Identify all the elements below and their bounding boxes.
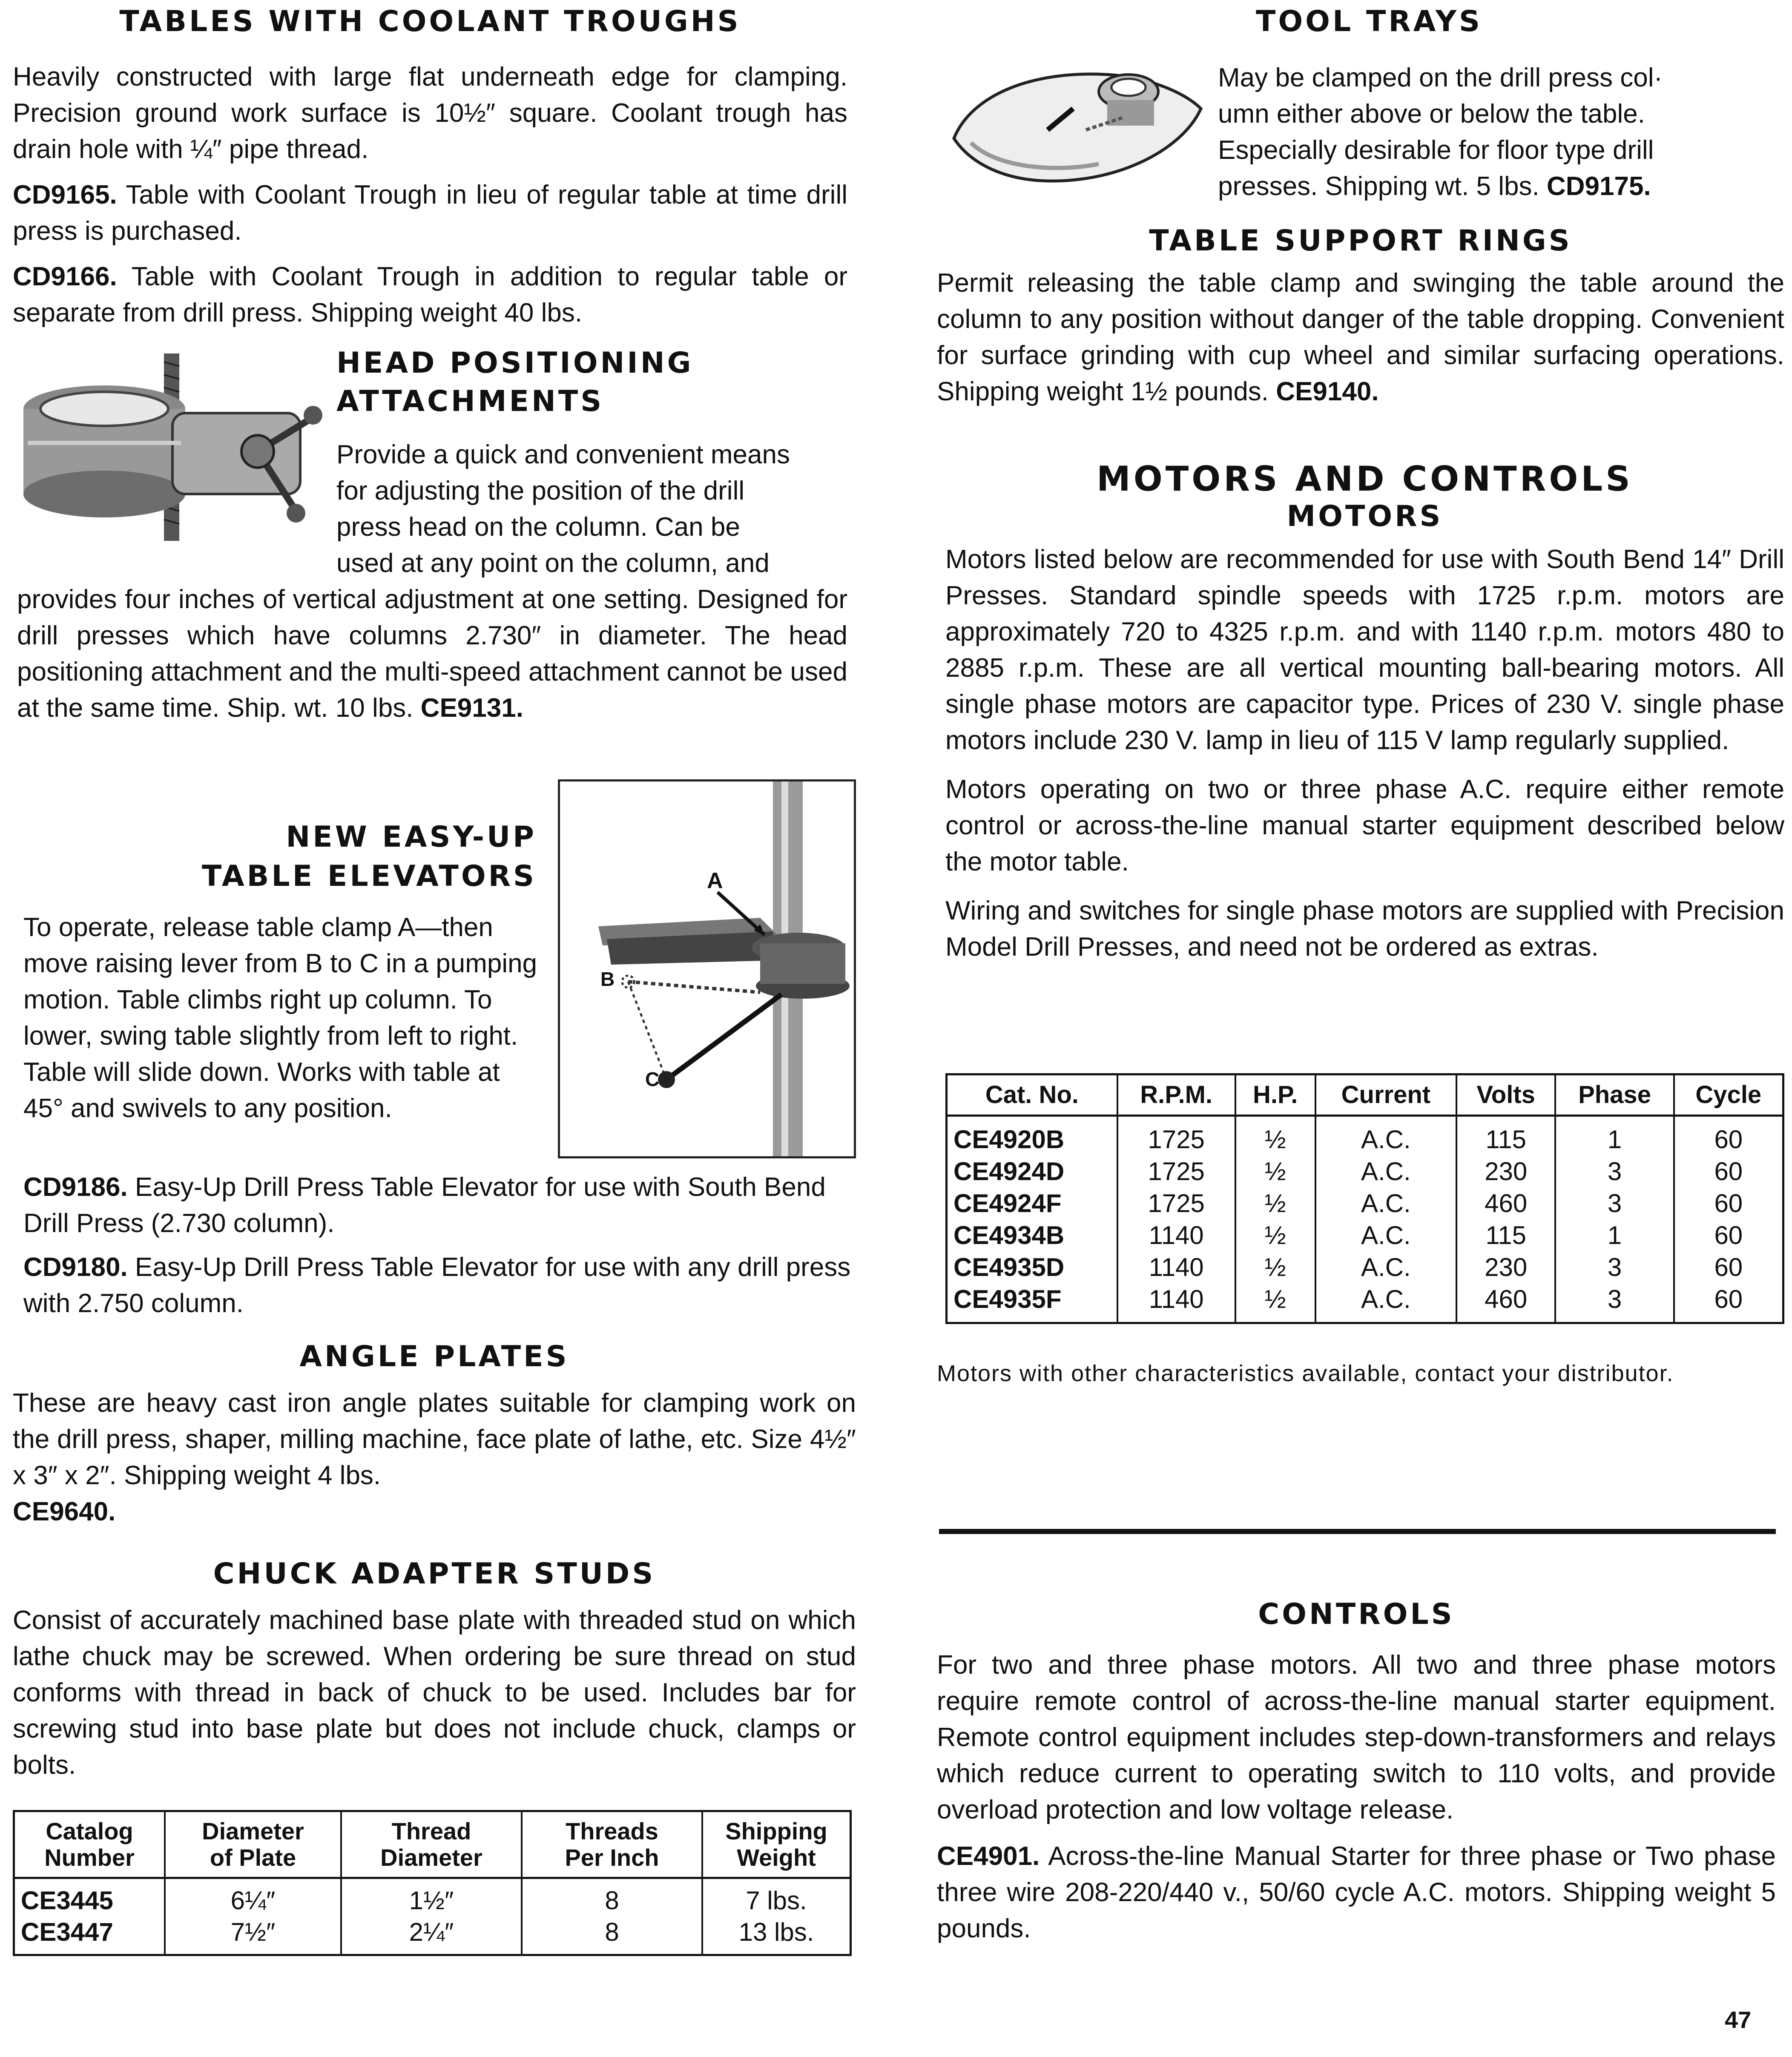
table-cell: A.C.: [1315, 1251, 1456, 1283]
chuck-adapter-section: [13, 1554, 856, 1783]
table-cell: 460: [1456, 1187, 1555, 1219]
section-paragraph: Heavily constructed with large flat underneath edge for clamping. Precision ground work surface is 10½″ square. Coolant trough has drain hole with ¼″ pipe thread.: [13, 62, 847, 164]
section-paragraph: provides four inches of vertical adjustment at one setting. Designed for drill presses which have columns 2.730″ in diameter. The head positioning attachment and the multi-speed attachment cannot be used at the same time. Ship. wt. 10 lbs. CE9131.: [17, 585, 847, 723]
label-b: B: [600, 968, 615, 990]
catalog-code: CE9131.: [420, 693, 523, 723]
column-header: H.P.: [1235, 1074, 1315, 1116]
column-header: Volts: [1456, 1074, 1555, 1116]
table-row: [14, 1878, 851, 1917]
motors-table-body: [947, 1116, 1783, 1323]
table-cell: CE4935D: [947, 1251, 1117, 1283]
table-cell: ½: [1235, 1283, 1315, 1323]
table-cell: 7½″: [165, 1916, 341, 1955]
table-cell: 115: [1456, 1219, 1555, 1251]
table-cell: 60: [1714, 1125, 1743, 1154]
angle-plates-section: [13, 1337, 856, 1530]
table-cell: A.C.: [1315, 1283, 1456, 1323]
table-header-row: [947, 1074, 1783, 1116]
column-header: Thread Diameter: [341, 1811, 522, 1878]
table-cell: A.C.: [1315, 1187, 1456, 1219]
section-title: CHUCK ADAPTER STUDS: [213, 1557, 656, 1591]
table-cell: 1140: [1117, 1283, 1235, 1323]
easy-up-items: [23, 1169, 854, 1322]
table-cell: 60: [1714, 1189, 1743, 1218]
table-row: [947, 1187, 1783, 1219]
table-cell: 1725: [1117, 1187, 1235, 1219]
column-header: Phase: [1555, 1074, 1674, 1116]
table-row: [14, 1916, 851, 1955]
table-cell: 3: [1555, 1155, 1674, 1187]
table-cell: ½: [1235, 1187, 1315, 1219]
table-cell: ½: [1235, 1251, 1315, 1283]
table-cell: 1: [1555, 1219, 1674, 1251]
catalog-code: CE9640.: [13, 1497, 116, 1526]
section-paragraph: To operate, release table clamp A—then move raising lever from B to C in a pumping motion. Table climbs right up column. To lower, swing table slightly from left to right. Table will slide down. Works with table at 45° and swivels to any position.: [23, 913, 537, 1123]
table-cell: ½: [1235, 1155, 1315, 1187]
table-cell: 7 lbs.: [746, 1886, 807, 1915]
section-title: TOOL TRAYS: [1255, 5, 1483, 38]
table-cell: 1: [1555, 1116, 1674, 1156]
label-c: C: [645, 1068, 660, 1090]
chuck-adapter-table: [13, 1810, 852, 1956]
column-header: Diameter of Plate: [165, 1811, 341, 1878]
section-subtitle: MOTORS: [1287, 500, 1443, 533]
column-header: R.P.M.: [1117, 1074, 1235, 1116]
table-cell: 1725: [1117, 1155, 1235, 1187]
table-header-row: [14, 1811, 851, 1878]
table-cell: 2¼″: [341, 1916, 522, 1955]
section-title: CONTROLS: [1258, 1597, 1455, 1631]
section-paragraph: Permit releasing the table clamp and swinging the table around the column to any position without danger of the table dropping. Convenient for surface grinding with cup wheel and similar surfacing operations. Shipping weight 1½ pounds. CE9140.: [937, 268, 1784, 406]
table-elevator-diagram: [558, 779, 856, 1158]
easy-up-body: [23, 909, 543, 1126]
column-header: Current: [1315, 1074, 1456, 1116]
catalog-item: [13, 1494, 856, 1530]
section-paragraph: These are heavy cast iron angle plates suitable for clamping work on the drill press, shaper, milling machine, face plate of lathe, etc. Size 4½″ x 3″ x 2″. Shipping weight 4 lbs.: [13, 1388, 856, 1490]
table-cell: 60: [1714, 1253, 1743, 1281]
catalog-code: CD9166.: [13, 262, 117, 291]
table-row: [947, 1219, 1783, 1251]
section-title-line1: NEW EASY-UP: [286, 820, 537, 854]
section-paragraph: Wiring and switches for single phase motors are supplied with Precision Model Drill Presses, and need not be ordered as extras.: [945, 896, 1784, 962]
table-cell: 1140: [1117, 1251, 1235, 1283]
table-cell: 3: [1555, 1283, 1674, 1323]
section-title-line2: TABLE ELEVATORS: [201, 859, 537, 893]
section-paragraph: Consist of accurately machined base plate with threaded stud on which lathe chuck may be screwed. When ordering be sure thread on stud conforms with thread in back of chuck to be used. Includes bar for screwing stud into base plate but does not include chuck, clamps or bolts.: [13, 1606, 856, 1780]
wrapped-line: May be clamped on the drill press col·: [1218, 63, 1663, 92]
table-row: [947, 1116, 1783, 1156]
table-cell: A.C.: [1315, 1219, 1456, 1251]
motors-table: [945, 1073, 1784, 1324]
catalog-description: Easy-Up Drill Press Table Elevator for use with South Bend Drill Press (2.730 column).: [23, 1172, 826, 1238]
wrapped-line: press head on the column. Can be: [336, 512, 740, 542]
section-title-line2: ATTACHMENTS: [336, 385, 604, 418]
wrapped-line: presses. Shipping wt. 5 lbs. CD9175.: [1218, 172, 1651, 201]
table-cell: CE4935F: [947, 1283, 1117, 1323]
wrapped-line: Especially desirable for floor type drill: [1218, 135, 1654, 165]
column-header: Catalog Number: [14, 1811, 165, 1878]
section-divider: [939, 1529, 1776, 1534]
head-positioning-body: [17, 581, 847, 726]
table-cell: 3: [1555, 1187, 1674, 1219]
column-header: Cat. No.: [947, 1074, 1117, 1116]
table-cell: 115: [1456, 1116, 1555, 1156]
catalog-description: Easy-Up Drill Press Table Elevator for use with any drill press with 2.750 column.: [23, 1253, 851, 1318]
section-paragraph: For two and three phase motors. All two and three phase motors require remote control of across-the-line manual starter equipment. Remote control equipment includes step-down-transformers and relays which reduce current to operating switch to 110 volts, and provide overload protection and low voltage release.: [937, 1650, 1776, 1824]
wrapped-line: used at any point on the column, and: [336, 549, 770, 578]
table-cell: 230: [1456, 1155, 1555, 1187]
section-title: ANGLE PLATES: [299, 1340, 569, 1373]
motors-table-wrap: [945, 1073, 1784, 1324]
motors-section: [945, 458, 1784, 965]
table-row: [947, 1251, 1783, 1283]
table-cell: ½: [1235, 1219, 1315, 1251]
table-cell: CE4924F: [947, 1187, 1117, 1219]
table-cell: ½: [1235, 1116, 1315, 1156]
table-cell: A.C.: [1315, 1116, 1456, 1156]
table-cell: 1140: [1117, 1219, 1235, 1251]
note-text: Motors with other characteristics available, contact your distributor.: [937, 1361, 1674, 1386]
wrapped-line: for adjusting the position of the drill: [336, 476, 745, 506]
catalog-code: CD9175.: [1546, 172, 1651, 201]
table-cell: 1725: [1117, 1116, 1235, 1156]
head-positioning-photo: [19, 345, 326, 554]
catalog-code: CD9165.: [13, 180, 117, 210]
label-a: A: [707, 868, 723, 893]
table-cell: CE3447: [14, 1916, 165, 1955]
catalog-description: Across-the-line Manual Starter for three phase or Two phase three wire 208-220/440 v., 50/60 cycle A.C. motors. Shipping weight 5 pounds.: [937, 1842, 1776, 1943]
catalog-item: [23, 1169, 854, 1241]
support-rings-section: [937, 221, 1784, 410]
table-cell: CE4924D: [947, 1155, 1117, 1187]
section-title: MOTORS AND CONTROLS: [1097, 459, 1633, 499]
tool-tray-photo: [945, 45, 1209, 190]
head-positioning-wrapped-text: [336, 437, 847, 581]
table-cell: 60: [1714, 1157, 1743, 1186]
table-cell: CE3445: [14, 1878, 165, 1917]
controls-section: [937, 1595, 1776, 1947]
column-header: Threads Per Inch: [522, 1811, 702, 1878]
catalog-description: Table with Coolant Trough in addition to regular table or separate from drill press. Shipping weight 40 lbs.: [13, 262, 847, 328]
table-cell: A.C.: [1315, 1155, 1456, 1187]
catalog-item: [13, 177, 847, 249]
tool-trays-heading-wrap: [937, 2, 1784, 41]
table-cell: 60: [1714, 1285, 1743, 1313]
head-positioning-heading: [336, 344, 847, 421]
column-header: Shipping Weight: [702, 1811, 851, 1878]
table-cell: 60: [1714, 1221, 1743, 1250]
table-row: [947, 1155, 1783, 1187]
table-cell: 230: [1456, 1251, 1555, 1283]
catalog-code: CE4901.: [937, 1842, 1040, 1871]
table-cell: 13 lbs.: [738, 1918, 814, 1946]
page-number: 47: [1725, 2006, 1752, 2033]
table-cell: 6¼″: [165, 1878, 341, 1917]
section-paragraph: Motors operating on two or three phase A.C. require either remote control or across-the-line manual starter equipment described below the motor table.: [945, 775, 1784, 876]
section-title: TABLES WITH COOLANT TROUGHS: [119, 5, 741, 38]
table-cell: CE4920B: [947, 1116, 1117, 1156]
wrapped-line: umn either above or below the table.: [1218, 99, 1645, 129]
table-cell: 460: [1456, 1283, 1555, 1323]
catalog-item: [13, 259, 847, 331]
table-cell: 8: [522, 1878, 702, 1917]
catalog-item: [937, 1838, 1776, 1947]
tool-trays-body: [1218, 60, 1784, 204]
chuck-adapter-table-wrap: [13, 1810, 852, 1956]
section-title: TABLE SUPPORT RINGS: [1149, 224, 1572, 258]
section-paragraph: Motors listed below are recommended for use with South Bend 14″ Drill Presses. Standard spindle speeds with 1725 r.p.m. motors are approximately 720 to 4325 r.p.m. and with 1140 r.p.m. motors 480 to 2885 r.p.m. These are all vertical mounting ball-bearing motors. All single phase motors are capacitor type. Prices of 230 V. single phase motors include 230 V. lamp in lieu of 115 V lamp regularly supplied.: [945, 545, 1784, 755]
section-title-line1: HEAD POSITIONING: [336, 346, 694, 380]
table-cell: 8: [522, 1916, 702, 1955]
catalog-item: [23, 1249, 854, 1322]
tables-troughs-section: [13, 2, 847, 41]
table-cell: CE4934B: [947, 1219, 1117, 1251]
column-header: Cycle: [1674, 1074, 1783, 1116]
catalog-code: CE9140.: [1276, 377, 1379, 406]
wrapped-line: Provide a quick and convenient means: [336, 440, 790, 469]
catalog-code: CD9180.: [23, 1253, 128, 1282]
catalog-description: Table with Coolant Trough in lieu of regular table at time drill press is purchased.: [13, 180, 847, 246]
table-cell: 1½″: [341, 1878, 522, 1917]
catalog-code: CD9186.: [23, 1172, 128, 1202]
easy-up-heading: [13, 818, 537, 896]
table-cell: 3: [1555, 1251, 1674, 1283]
motors-note: [937, 1361, 1776, 1386]
tables-troughs-body: [13, 59, 847, 331]
table-row: [947, 1283, 1783, 1323]
